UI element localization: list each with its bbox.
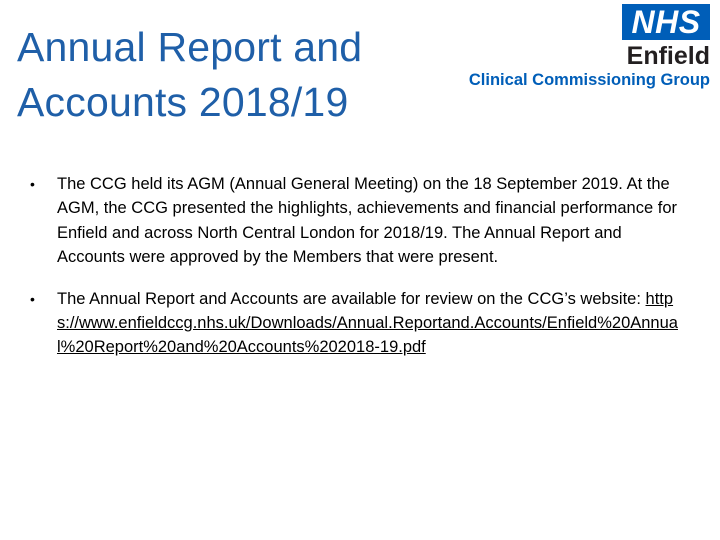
- nhs-logo-box: [622, 4, 710, 40]
- title-line-1: Annual Report and: [17, 24, 363, 70]
- org-name: Enfield: [626, 42, 710, 70]
- bullet-marker: •: [30, 176, 35, 192]
- bullet-text-website: The Annual Report and Accounts are available for review on the CCG’s website:: [57, 289, 641, 308]
- bullet-item-agm: [30, 172, 690, 270]
- bullet-text-agm: The CCG held its AGM (Annual General Meeting) on the 18 September 2019. At the AGM, the CCG presented the highlights, achievements and financial performance for Enfield and across North Central London for 2018/19. The Annual Report and Accounts were approved by the Members that were present.: [57, 175, 677, 267]
- bullet-list: [30, 172, 690, 377]
- nhs-logo-text: NHS: [631, 4, 701, 40]
- nhs-enfield-logo: [468, 4, 710, 94]
- bullet-item-website: [30, 287, 690, 360]
- org-subtitle: Clinical Commissioning Group: [468, 71, 710, 89]
- annual-report-link[interactable]: https://www.enfieldccg.nhs.uk/Downloads/Annual.Reportand.Accounts/Enfield%20Annual%20Report%20and%20Accounts%202018-19.pdf: [57, 289, 678, 357]
- bullet-marker: •: [30, 290, 35, 307]
- title-line-2: Accounts 2018/19: [17, 79, 349, 125]
- page-title: [17, 20, 362, 130]
